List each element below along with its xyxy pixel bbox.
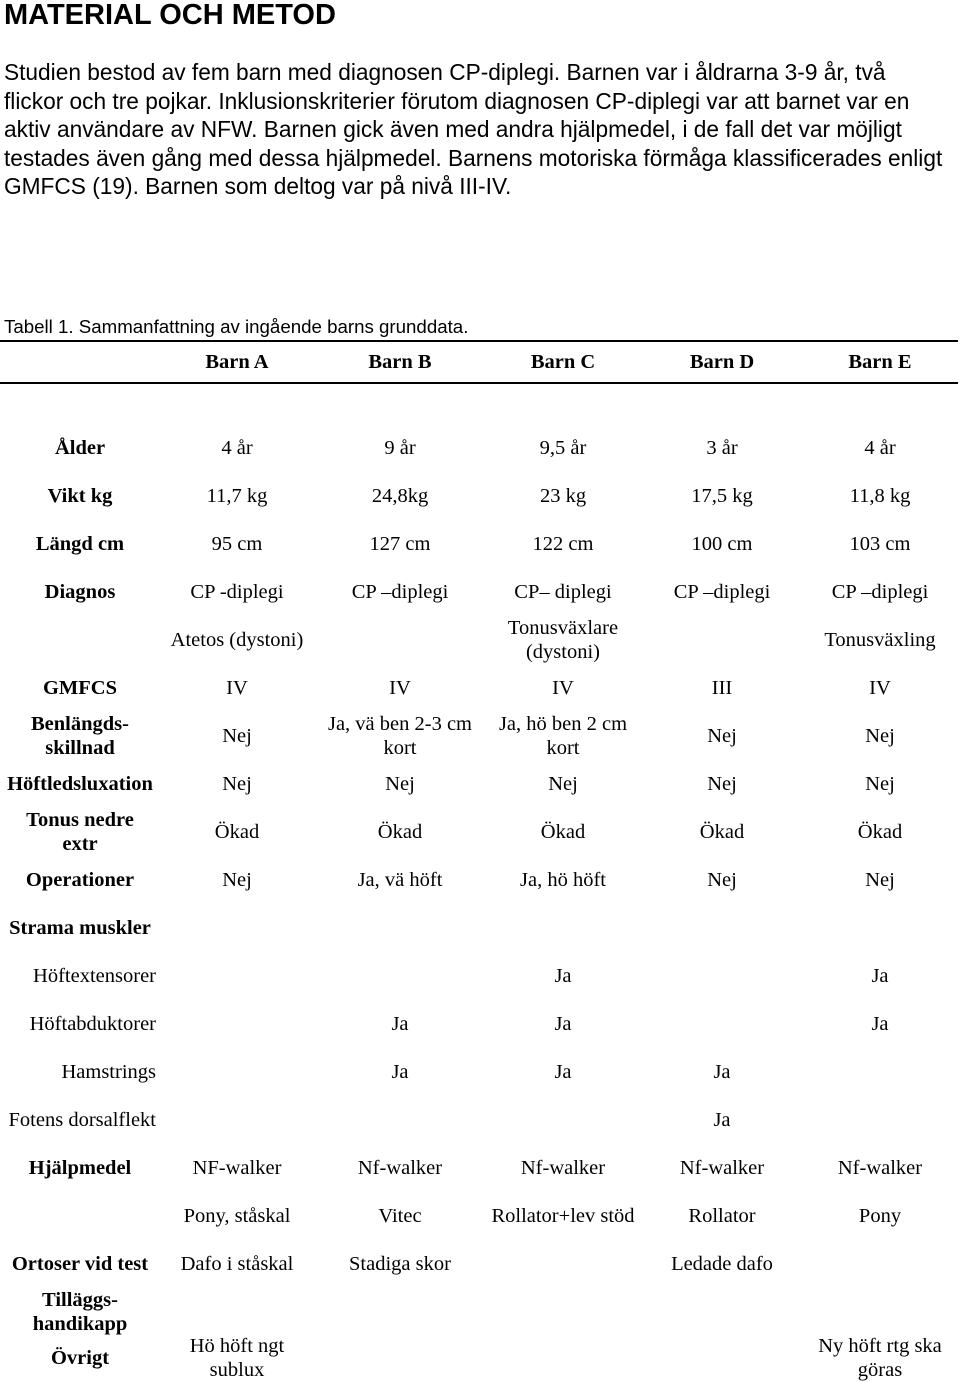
cell-barn-c: Ja, hö ben 2 cm kort bbox=[498, 713, 628, 759]
cell-barn-d: 3 år bbox=[706, 437, 738, 459]
cell-barn-c: IV bbox=[552, 677, 574, 699]
table-row-diagnos-detail bbox=[0, 616, 960, 664]
cell-barn-e: Nej bbox=[865, 773, 895, 795]
cell-barn-a: Hö höft ngt sublux bbox=[189, 1335, 285, 1381]
cell-barn-b: Ja bbox=[391, 1013, 409, 1035]
table-row-strama-muskler bbox=[0, 904, 960, 952]
row-label: Tilläggs- handikapp bbox=[32, 1289, 128, 1335]
table-row-operationer bbox=[0, 856, 960, 904]
paragraph-line: GMFCS (19). Barnen som deltog var på nivå III-IV. bbox=[4, 173, 512, 199]
row-sublabel: Höftabduktorer bbox=[29, 1013, 156, 1035]
section-heading: MATERIAL OCH METOD bbox=[4, 0, 336, 31]
column-header-barn-c: Barn C bbox=[530, 351, 596, 373]
cell-barn-a: Atetos (dystoni) bbox=[170, 629, 304, 651]
table-row-alder bbox=[0, 424, 960, 472]
cell-barn-c: 9,5 år bbox=[539, 437, 587, 459]
row-label: Operationer bbox=[25, 869, 135, 891]
cell-barn-a: Nej bbox=[222, 869, 252, 891]
row-sublabel: Fotens dorsalflekt bbox=[8, 1109, 156, 1131]
row-label: Hjälpmedel bbox=[28, 1157, 132, 1179]
cell-barn-d: Ökad bbox=[699, 821, 745, 843]
cell-barn-e: Tonusväxling bbox=[824, 629, 936, 651]
column-header-barn-a: Barn A bbox=[205, 351, 269, 373]
table-row-hjalpmedel bbox=[0, 1144, 960, 1192]
column-header-barn-e: Barn E bbox=[848, 351, 912, 373]
cell-barn-e: Nej bbox=[865, 869, 895, 891]
cell-barn-a: 4 år bbox=[221, 437, 253, 459]
table-row-gmfcs bbox=[0, 664, 960, 712]
column-header-barn-d: Barn D bbox=[689, 351, 755, 373]
table-row-hoftledsluxation bbox=[0, 760, 960, 808]
cell-barn-e: Ja bbox=[871, 965, 889, 987]
row-label: Vikt kg bbox=[47, 485, 113, 507]
paragraph-line: Studien bestod av fem barn med diagnosen CP-diplegi. Barnen var i åldrarna 3-9 år, två bbox=[4, 59, 886, 85]
cell-barn-b: Stadiga skor bbox=[349, 1253, 451, 1275]
paragraph-line: aktiv användare av NFW. Barnen gick även med andra hjälpmedel, i de fall det var möjligt bbox=[4, 116, 902, 142]
cell-barn-b: Vitec bbox=[378, 1205, 422, 1227]
cell-barn-e: 11,8 kg bbox=[849, 485, 911, 507]
row-label: Tonus nedre extr bbox=[26, 809, 134, 855]
table-row-hoftextensorer bbox=[0, 952, 960, 1000]
cell-barn-a: NF-walker bbox=[192, 1157, 282, 1179]
table-row-ortoser bbox=[0, 1240, 960, 1288]
cell-barn-a: Dafo i ståskal bbox=[180, 1253, 294, 1275]
row-label: Längd cm bbox=[35, 533, 125, 555]
cell-barn-b: Ja, vä höft bbox=[357, 869, 443, 891]
cell-barn-e: Ökad bbox=[857, 821, 903, 843]
paragraph-line: testades även gång med dessa hjälpmedel. Barnens motoriska förmåga klassificerades enligt bbox=[4, 145, 943, 171]
cell-barn-a: Pony, ståskal bbox=[183, 1205, 291, 1227]
cell-barn-d: 100 cm bbox=[691, 533, 753, 555]
cell-barn-e: IV bbox=[869, 677, 891, 699]
cell-barn-e: Nf-walker bbox=[837, 1157, 923, 1179]
cell-barn-c: Ökad bbox=[540, 821, 586, 843]
row-label: GMFCS bbox=[42, 677, 118, 699]
table-row-tillaggshandikapp bbox=[0, 1288, 960, 1336]
cell-barn-e: Ja bbox=[871, 1013, 889, 1035]
table-row-vikt bbox=[0, 472, 960, 520]
cell-barn-b: Ökad bbox=[377, 821, 423, 843]
cell-barn-c: 122 cm bbox=[532, 533, 594, 555]
cell-barn-c: Ja bbox=[554, 1013, 572, 1035]
paragraph-line: flickor och tre pojkar. Inklusionskriterier förutom diagnosen CP-diplegi var att barnet var en bbox=[4, 88, 910, 114]
cell-barn-c: Tonusväxlare (dystoni) bbox=[507, 617, 619, 663]
cell-barn-a: CP -diplegi bbox=[190, 581, 284, 603]
cell-barn-b: 9 år bbox=[384, 437, 416, 459]
cell-barn-d: Nej bbox=[707, 725, 737, 747]
cell-barn-c: 23 kg bbox=[539, 485, 587, 507]
table-row-benlangdsskillnad bbox=[0, 712, 960, 760]
cell-barn-c: Ja bbox=[554, 965, 572, 987]
cell-barn-b: Ja bbox=[391, 1061, 409, 1083]
table-header-row bbox=[0, 338, 960, 386]
cell-barn-a: IV bbox=[226, 677, 248, 699]
cell-barn-e: Nej bbox=[865, 725, 895, 747]
cell-barn-d: Ja bbox=[713, 1109, 731, 1131]
cell-barn-b: Nej bbox=[385, 773, 415, 795]
cell-barn-d: Nej bbox=[707, 869, 737, 891]
cell-barn-d: Nf-walker bbox=[679, 1157, 765, 1179]
cell-barn-b: Ja, vä ben 2-3 cm kort bbox=[327, 713, 473, 759]
cell-barn-b: Nf-walker bbox=[357, 1157, 443, 1179]
row-label: Höftledsluxation bbox=[7, 773, 153, 795]
row-label: Benlängds- skillnad bbox=[31, 713, 129, 759]
cell-barn-d: Rollator bbox=[688, 1205, 756, 1227]
cell-barn-e: CP –diplegi bbox=[831, 581, 929, 603]
cell-barn-c: Nej bbox=[548, 773, 578, 795]
cell-barn-c: Rollator+lev stöd bbox=[491, 1205, 635, 1227]
cell-barn-a: Ökad bbox=[214, 821, 260, 843]
cell-barn-b: CP –diplegi bbox=[351, 581, 449, 603]
row-label: Strama muskler bbox=[9, 917, 151, 939]
table-row-hamstrings bbox=[0, 1048, 960, 1096]
row-sublabel: Höftextensorer bbox=[33, 965, 156, 987]
column-header-barn-b: Barn B bbox=[368, 351, 432, 373]
cell-barn-d: CP –diplegi bbox=[673, 581, 771, 603]
row-sublabel: Hamstrings bbox=[61, 1061, 156, 1083]
cell-barn-c: CP– diplegi bbox=[514, 581, 612, 603]
cell-barn-d: 17,5 kg bbox=[691, 485, 753, 507]
cell-barn-e: Ny höft rtg ska göras bbox=[818, 1335, 942, 1381]
table-caption: Tabell 1. Sammanfattning av ingående barns grunddata. bbox=[4, 316, 469, 337]
row-label: Ortoser vid test bbox=[11, 1253, 149, 1275]
cell-barn-a: 95 cm bbox=[211, 533, 263, 555]
cell-barn-a: Nej bbox=[222, 725, 252, 747]
table-row-ovrigt bbox=[0, 1334, 960, 1382]
cell-barn-d: Nej bbox=[707, 773, 737, 795]
table-row-hjalpmedel-extra bbox=[0, 1192, 960, 1240]
cell-barn-e: 103 cm bbox=[849, 533, 911, 555]
cell-barn-b: IV bbox=[389, 677, 411, 699]
table-row-langd bbox=[0, 520, 960, 568]
cell-barn-c: Nf-walker bbox=[520, 1157, 606, 1179]
cell-barn-e: Pony bbox=[858, 1205, 902, 1227]
row-label: Ålder bbox=[54, 437, 106, 459]
cell-barn-d: III bbox=[711, 677, 733, 699]
table-row-tonus bbox=[0, 808, 960, 856]
cell-barn-c: Ja, hö höft bbox=[520, 869, 606, 891]
cell-barn-b: 127 cm bbox=[369, 533, 431, 555]
cell-barn-e: 4 år bbox=[864, 437, 896, 459]
table-row-hoftabduktorer bbox=[0, 1000, 960, 1048]
row-label: Övrigt bbox=[50, 1347, 110, 1369]
cell-barn-c: Ja bbox=[554, 1061, 572, 1083]
cell-barn-b: 24,8kg bbox=[371, 485, 429, 507]
cell-barn-a: 11,7 kg bbox=[206, 485, 268, 507]
table-row-fotens-dorsalflekt bbox=[0, 1096, 960, 1144]
cell-barn-a: Nej bbox=[222, 773, 252, 795]
cell-barn-d: Ledade dafo bbox=[671, 1253, 773, 1275]
row-label: Diagnos bbox=[44, 581, 116, 603]
table-row-diagnos bbox=[0, 568, 960, 616]
cell-barn-d: Ja bbox=[713, 1061, 731, 1083]
